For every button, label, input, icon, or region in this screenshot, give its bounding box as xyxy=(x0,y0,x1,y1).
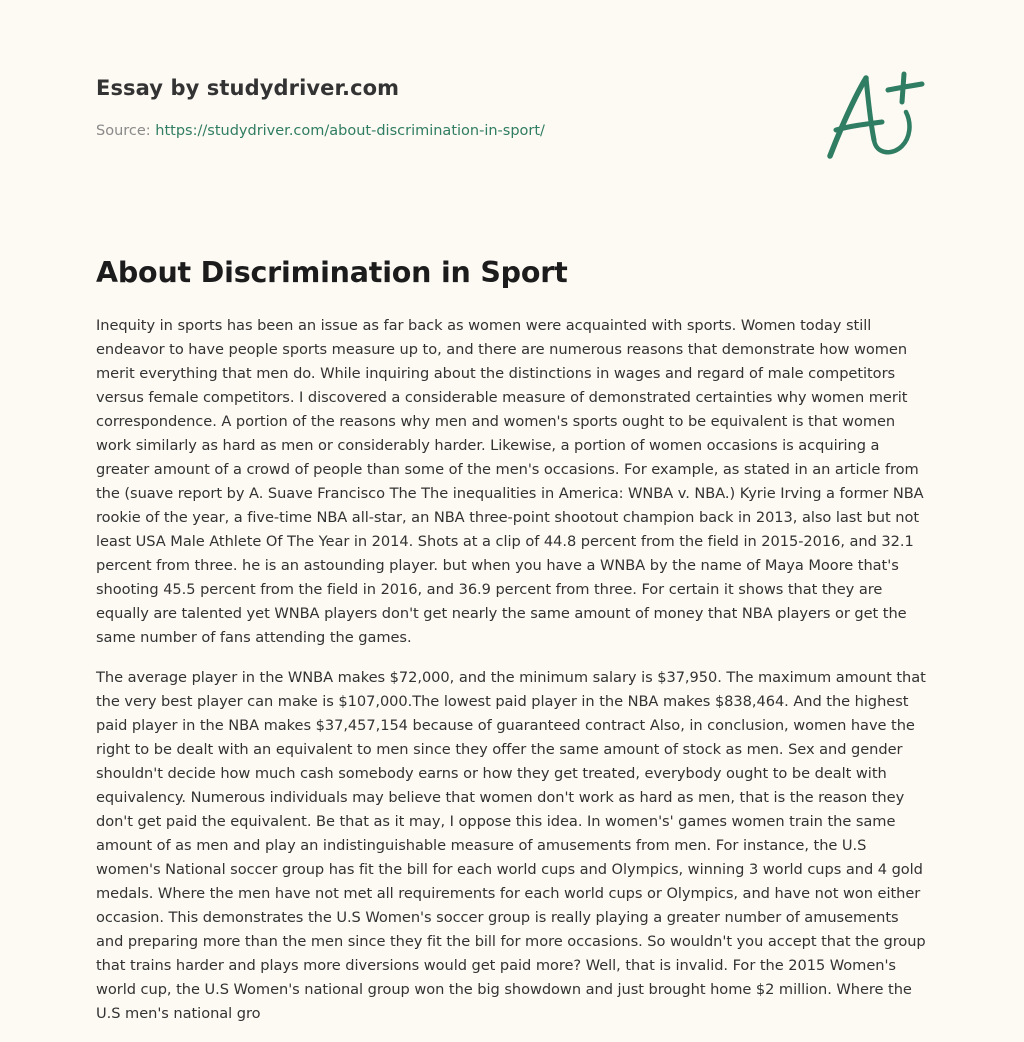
essay-page xyxy=(96,0,928,1022)
source-line xyxy=(96,123,545,139)
essay-paragraph: Inequity in sports has been an issue as far back as women were acquainted with sports. Women today still endeavor to have people sports measure up to, and there are numerous reasons that demonstrate how women merit everything that men do. While inquiring about the distinctions in wages and regard of male competitors versus female competitors. I discovered a considerable measure of demonstrated certainties why women merit correspondence. A portion of the reasons why men and women's sports ought to be equivalent is that women work similarly as hard as men or considerably harder. Likewise, a portion of women occasions is acquiring a greater amount of a crowd of people than some of the men's occasions. For example, as stated in an article from the (suave report by A. Suave Francisco The The inequalities in America: WNBA v. NBA.) Kyrie Irving a former NBA rookie of the year, a five-time NBA all-star, an NBA three-point shootout champion back in 2013, also last but not least USA Male Athlete Of The Year in 2014. Shots at a clip of 44.8 percent from the field in 2015-2016, and 32.1 percent from three. he is an astounding player. but when you have a WNBA by the name of Maya Moore that's shooting 45.5 percent from the field in 2016, and 36.9 percent from three. For certain it shows that they are equally are talented yet WNBA players don't get nearly the same amount of money that NBA players or get the same number of fans attending the games. xyxy=(96,317,924,646)
source-link[interactable]: https://studydriver.com/about-discrimination-in-sport/ xyxy=(155,123,545,139)
source-label: Source: xyxy=(96,123,156,139)
essay-title: About Discrimination in Sport xyxy=(96,256,568,289)
page-header xyxy=(96,0,928,220)
essay-body xyxy=(96,314,928,1042)
essay-by-heading: Essay by studydriver.com xyxy=(96,76,400,100)
essay-paragraph: The average player in the WNBA makes $72,000, and the minimum salary is $37,950. The maximum amount that the very best player can make is $107,000.The lowest paid player in the NBA makes $838,464. And the highest paid player in the NBA makes $37,457,154 because of guaranteed contract Also, in conclusion, women have the right to be dealt with an equivalent to men since they offer the same amount of stock as men. Sex and gender shouldn't decide how much cash somebody earns or how they get treated, everybody ought to be dealt with equivalency. Numerous individuals may believe that women don't work as hard as men, that is the reason they don't get paid the equivalent. Be that as it may, I oppose this idea. In women's' games women train the same amount of as men and play an indistinguishable measure of amusements from men. For instance, the U.S women's National soccer group has fit the bill for each world cups and Olympics, winning 3 world cups and 4 gold medals. Where the men have not met all requirements for each world cups or Olympics, and have not won either occasion. This demonstrates the U.S Women's soccer group is really playing a greater number of amusements and preparing more than the men since they fit the bill for more occasions. So wouldn't you accept that the group that trains harder and plays more diversions would get paid more? Well, that is invalid. For the 2015 Women's world cup, the U.S Women's national group won the big showdown and just brought home $2 million. Where the U.S men's national gro xyxy=(96,669,926,1022)
a-plus-grade-icon xyxy=(822,68,926,164)
